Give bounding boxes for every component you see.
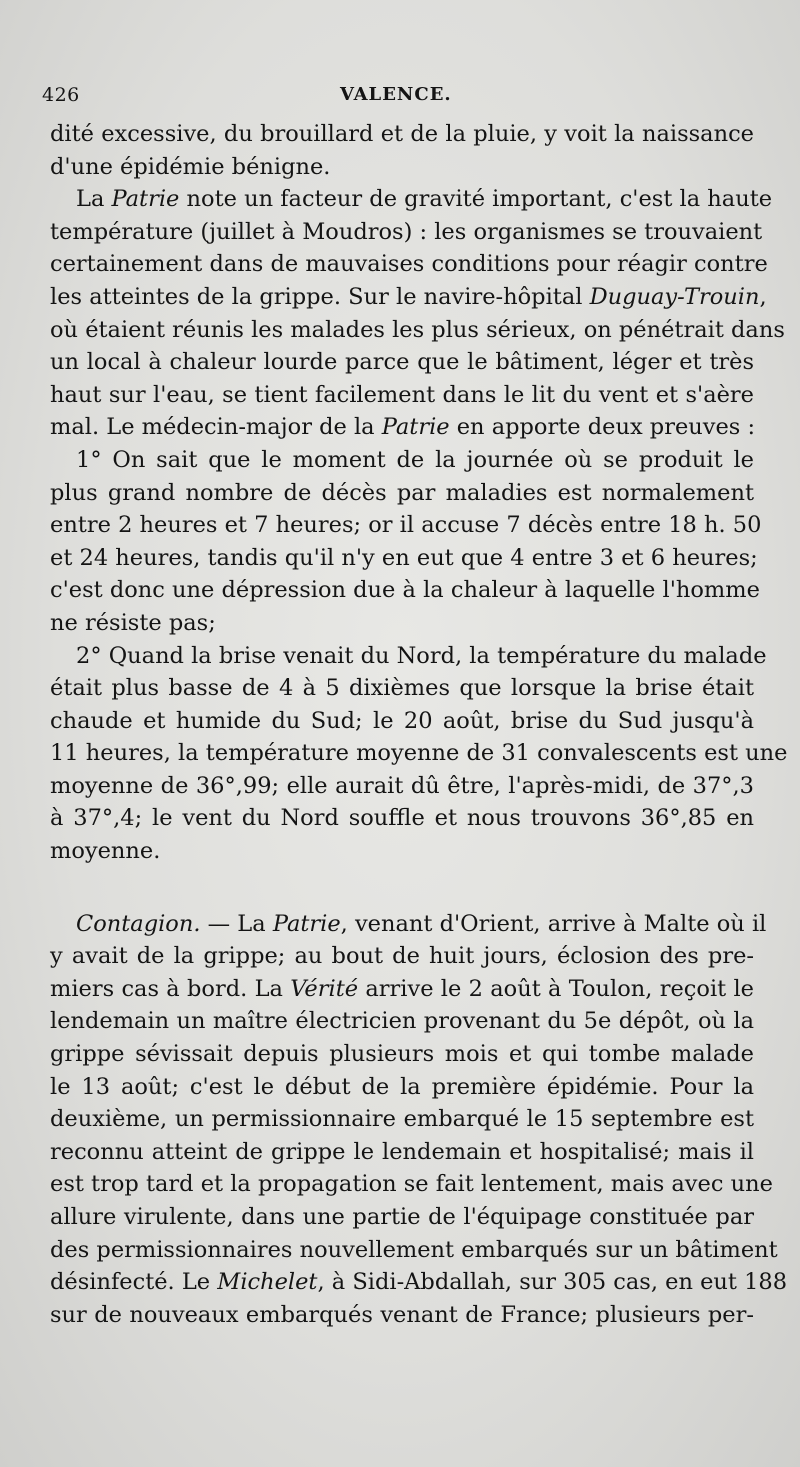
text-line: ne résiste pas; bbox=[50, 609, 216, 636]
text-line: y avait de la grippe; au bout de huit jours, éclosion des pre- bbox=[50, 943, 754, 970]
text-line: à 37°,4; le vent du Nord souffle et nous trouvons 36°,85 en bbox=[50, 805, 754, 832]
text-line: dité excessive, du brouillard et de la pluie, y voit la naissance bbox=[50, 121, 754, 147]
text-line: certainement dans de mauvaises conditions pour réagir contre bbox=[50, 251, 768, 278]
text-line: miers cas à bord. La Vérité arrive le 2 août à Toulon, reçoit le bbox=[50, 975, 754, 1002]
text-line: reconnu atteint de grippe le lendemain et hospitalisé; mais il bbox=[50, 1138, 754, 1165]
body-text bbox=[50, 118, 788, 1331]
text-line: c'est donc une dépression due à la chaleur à laquelle l'homme bbox=[50, 577, 760, 604]
text-line: plus grand nombre de décès par maladies est normalement bbox=[50, 479, 754, 506]
text-line: où étaient réunis les malades les plus sérieux, on pénétrait dans bbox=[50, 316, 785, 343]
text-line: deuxième, un permissionnaire embarqué le 15 septembre est bbox=[50, 1106, 754, 1133]
text-line: moyenne de 36°,99; elle aurait dû être, l'après-midi, de 37°,3 bbox=[50, 772, 754, 799]
text-line: le 13 août; c'est le début de la première épidémie. Pour la bbox=[50, 1073, 754, 1100]
text-line: d'une épidémie bénigne. bbox=[50, 153, 331, 180]
text-line: chaude et humide du Sud; le 20 août, brise du Sud jusqu'à bbox=[50, 707, 754, 734]
text-line: 2° Quand la brise venait du Nord, la température du malade bbox=[76, 642, 767, 669]
running-title: VALENCE. bbox=[340, 84, 452, 105]
text-line: désinfecté. Le Michelet, à Sidi-Abdallah, sur 305 cas, en eut 188 bbox=[50, 1269, 788, 1296]
section-gap bbox=[50, 868, 754, 908]
text-line: température (juillet à Moudros) : les organismes se trouvaient bbox=[50, 218, 763, 245]
text-line: un local à chaleur lourde parce que le bâtiment, léger et très bbox=[50, 349, 754, 376]
text-line: des permissionnaires nouvellement embarqués sur un bâtiment bbox=[50, 1236, 778, 1263]
text-line: allure virulente, dans une partie de l'équipage constituée par bbox=[50, 1204, 754, 1230]
page-number: 426 bbox=[42, 84, 80, 106]
text-line: moyenne. bbox=[50, 838, 161, 865]
running-head bbox=[42, 0, 754, 118]
text-line: sur de nouveaux embarqués venant de France; plusieurs per- bbox=[50, 1301, 754, 1328]
text-line: mal. Le médecin-major de la Patrie en apporte deux preuves : bbox=[50, 414, 756, 441]
text-line: La Patrie note un facteur de gravité important, c'est la haute bbox=[76, 186, 773, 213]
text-line: Contagion. — La Patrie, venant d'Orient, arrive à Malte où il bbox=[76, 910, 767, 937]
text-line: 11 heures, la température moyenne de 31 convalescents est une bbox=[50, 740, 788, 767]
text-line: était plus basse de 4 à 5 dixièmes que lorsque la brise était bbox=[50, 675, 754, 702]
section-heading: Contagion. bbox=[76, 910, 201, 937]
text-line: est trop tard et la propagation se fait lentement, mais avec une bbox=[50, 1171, 773, 1198]
text-line: entre 2 heures et 7 heures; or il accuse 7 décès entre 18 h. 50 bbox=[50, 512, 762, 539]
text-line: les atteintes de la grippe. Sur le navire-hôpital Duguay-Trouin, bbox=[50, 283, 767, 310]
text-line: 1° On sait que le moment de la journée où se produit le bbox=[76, 446, 754, 473]
text-line: haut sur l'eau, se tient facilement dans le lit du vent et s'aère bbox=[50, 381, 754, 408]
text-line: et 24 heures, tandis qu'il n'y en eut que 4 entre 3 et 6 heures; bbox=[50, 544, 758, 571]
text-line: lendemain un maître électricien provenant du 5e dépôt, où la bbox=[50, 1008, 754, 1035]
text-line: grippe sévissait depuis plusieurs mois et qui tombe malade bbox=[50, 1041, 754, 1068]
